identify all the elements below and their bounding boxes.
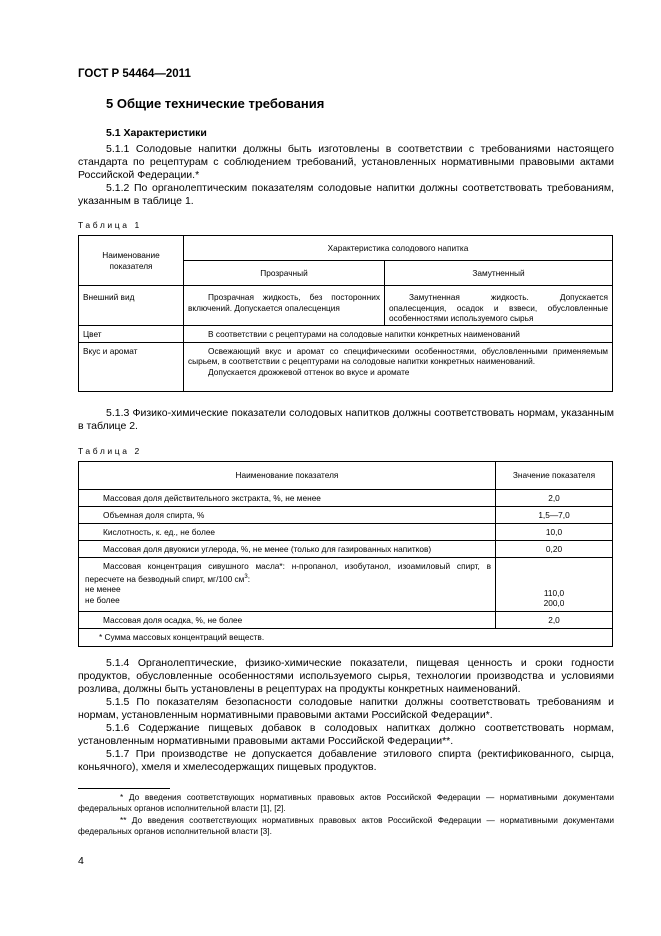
t2-fusel-sup: 3 [244, 573, 248, 580]
t2-row-acidity-value: 10,0 [496, 524, 613, 541]
t2-row-co2-name: Массовая доля двуокиси углерода, %, не менее (только для газированных напитков) [79, 541, 496, 558]
page-number: 4 [78, 855, 84, 867]
table-row [79, 541, 613, 558]
paragraph-5-1-7: 5.1.7 При производстве не допускается добавление этилового спирта (ректификованного, сырца, коньячного), хмеля и хмелесодержащих пищевых продуктов. [78, 748, 614, 773]
table-row [79, 490, 613, 507]
t2-row-fusel-name [79, 558, 496, 612]
t1-header-name: Наименование показателя [79, 236, 184, 286]
t2-row-alcohol-value: 1,5—7,0 [496, 507, 613, 524]
table-row [79, 558, 613, 612]
t2-fusel-colon: : [247, 573, 251, 584]
t1-header-transparent: Прозрачный [184, 261, 385, 286]
paragraph-5-1-4: 5.1.4 Органолептические, физико-химические показатели, пищевая ценность и сроки годности продуктов, обусловленные особенностями используемого сырья, технологии производства и условиями розлива, должны быть установлены в рецептурах на продукты конкретных наименований. [78, 657, 614, 695]
subsection-title: 5.1 Характеристики [106, 127, 207, 139]
table-1 [78, 235, 613, 392]
t2-footnote: * Сумма массовых концентраций веществ. [79, 629, 613, 647]
t1-row-appearance-turbid: Замутненная жидкость. Допускается опалесценция, осадок и взвеси, обусловленные особенностями используемого сырья [385, 286, 613, 326]
t1-row-taste-text-1: Освежающий вкус и аромат со специфическими особенностями, обусловленными применяемым сырьем, в соответствии с рецептурами на солодовые напитки конкретных наименований. [188, 345, 608, 367]
table-1-caption: Таблица 1 [78, 220, 142, 230]
t2-row-sediment-value: 2,0 [496, 612, 613, 629]
t2-row-extract-value: 2,0 [496, 490, 613, 507]
footnote-2: ** До введения соответствующих нормативных правовых актов Российской Федерации — нормативными документами федеральных органов исполнительной власти [3]. [78, 815, 614, 836]
paragraph-5-1-2: 5.1.2 По органолептическим показателям солодовые напитки должны соответствовать требованиям, указанным в таблице 1. [78, 182, 614, 207]
t1-header-group: Характеристика солодового напитка [184, 236, 613, 261]
footnote-separator [78, 788, 170, 789]
t2-row-alcohol-name: Объемная доля спирта, % [79, 507, 496, 524]
t2-header-value: Значение показателя [496, 462, 613, 490]
paragraph-5-1-3: 5.1.3 Физико-химические показатели солодовых напитков должны соответствовать нормам, указанным в таблице 2. [78, 407, 614, 432]
table-row [79, 507, 613, 524]
t2-fusel-text: Массовая концентрация сивушного масла*: н-пропанол, изобутанол, изоамиловый спирт, в пересчете на безводный спирт, мг/100 см [85, 561, 491, 584]
paragraph-5-1-1: 5.1.1 Солодовые напитки должны быть изготовлены в соответствии с требованиями настоящего стандарта по рецептурам с соблюдением требований, установленных нормативными правовыми актами Российской Федерации.* [78, 143, 614, 181]
t2-row-sediment-name: Массовая доля осадка, %, не более [79, 612, 496, 629]
table-row [79, 524, 613, 541]
document-header: ГОСТ Р 54464—2011 [78, 68, 191, 80]
t1-row-taste-name: Вкус и аромат [79, 342, 184, 391]
paragraph-5-1-5: 5.1.5 По показателям безопасности солодовые напитки должны соответствовать требованиям и нормам, установленным нормативными правовыми актами Российской Федерации*. [78, 696, 614, 721]
section-title: 5 Общие технические требования [106, 96, 325, 111]
t2-row-extract-name: Массовая доля действительного экстракта, %, не менее [79, 490, 496, 507]
t2-fusel-min-value: 110,0 [543, 587, 565, 598]
t1-row-appearance-transparent: Прозрачная жидкость, без посторонних включений. Допускается опалесценция [184, 286, 385, 326]
t2-row-co2-value: 0,20 [496, 541, 613, 558]
t2-fusel-min-label: не менее [85, 583, 121, 594]
t2-fusel-max-label: не более [85, 594, 120, 605]
paragraph-5-1-6: 5.1.6 Содержание пищевых добавок в солодовых напитках должно соответствовать нормам, установленным нормативными правовыми актами Российской Федерации**. [78, 722, 614, 747]
t2-row-acidity-name: Кислотность, к. ед., не более [79, 524, 496, 541]
t1-row-taste-text-2: Допускается дрожжевой оттенок во вкусе и аромате [208, 366, 410, 377]
t2-row-fusel-values [496, 558, 613, 612]
t1-row-appearance-name: Внешний вид [79, 286, 184, 326]
table-2-caption: Таблица 2 [78, 446, 142, 456]
footnote-1: * До введения соответствующих нормативных правовых актов Российской Федерации — нормативными документами федеральных органов исполнительной власти [1], [2]. [78, 792, 614, 813]
t1-row-taste-value [184, 342, 613, 391]
t1-header-turbid: Замутненный [385, 261, 613, 286]
t1-row-color-name: Цвет [79, 325, 184, 342]
t1-row-color-value: В соответствии с рецептурами на солодовые напитки конкретных наименований [184, 325, 613, 342]
t2-fusel-description [85, 561, 491, 584]
t2-fusel-max-value: 200,0 [543, 598, 565, 609]
table-row [79, 612, 613, 629]
t2-header-name: Наименование показателя [79, 462, 496, 490]
table-2 [78, 461, 613, 647]
